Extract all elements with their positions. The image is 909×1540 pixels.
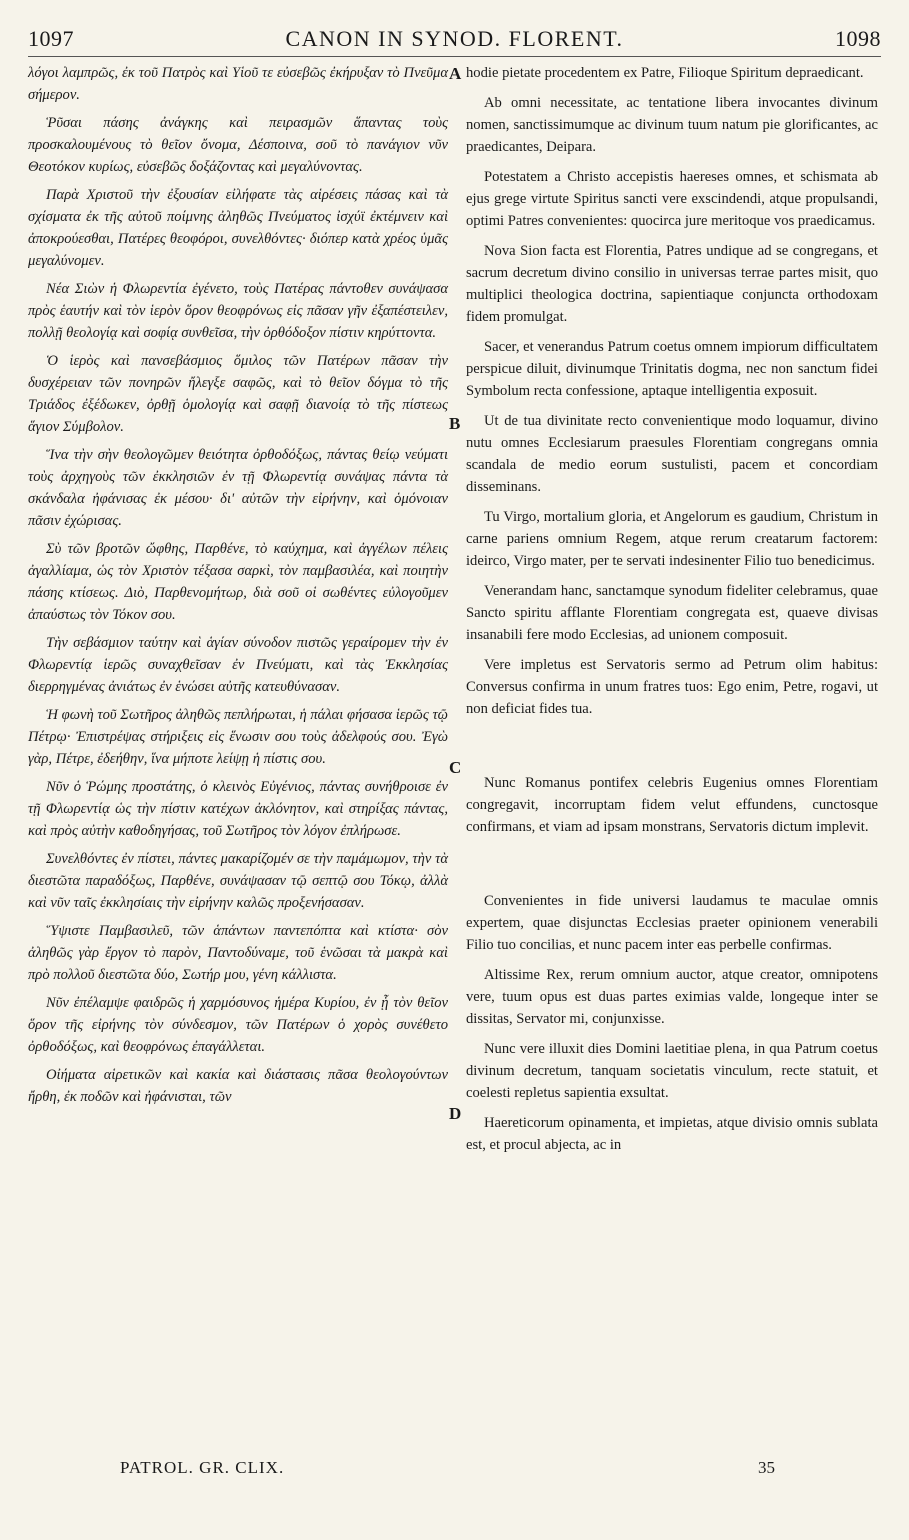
section-marker-b: B bbox=[449, 414, 461, 433]
greek-column bbox=[28, 62, 448, 1114]
volume-signature: PATROL. GR. CLIX. bbox=[120, 1458, 285, 1477]
latin-column bbox=[466, 62, 878, 1164]
greek-paragraph: Σὺ τῶν βροτῶν ὤφθης, Παρθένε, τὸ καύχημα, καὶ ἀγγέλων πέλεις ἀγαλλίαμα, ὡς τὸν Χριστὸν τέξασα σαρκὶ, τὸν παμβασιλέα, καὶ ποιητὴν πάσης κτίσεως. Διὸ, Παρθενομήτωρ, διὰ σοῦ οἱ σωθέντες εὐλογοῦμεν ἀπαύστως τὸν Τόκον σου. bbox=[28, 541, 448, 623]
greek-paragraph: Οἰήματα αἱρετικῶν καὶ κακία καὶ διάστασις πᾶσα θεολογούντων ἤρθη, ἐκ ποδῶν καὶ ἠφάνισται, τῶν bbox=[28, 1067, 448, 1105]
greek-paragraph: Ὁ ἱερὸς καὶ πανσεβάσμιος ὅμιλος τῶν Πατέρων πᾶσαν τὴν δυσχέρειαν τῶν πονηρῶν ἤλεγξε σαφῶς, καὶ τὸ θεῖον δόγμα τὸ τῆς Τριάδος ἐξέδωκεν, ὀρθῇ ὁμολογίᾳ καὶ σαφῇ διανοίᾳ τὸ τῆς πίστεως ἅγιον Σύμβολον. bbox=[28, 353, 448, 435]
page-footer bbox=[28, 1458, 881, 1482]
latin-paragraph: hodie pietate procedentem ex Patre, Filioque Spiritum depraedicant. bbox=[466, 65, 864, 81]
greek-paragraph: Ἵνα τὴν σὴν θεολογῶμεν θειότητα ὀρθοδόξως, πάντας θείῳ νεύματι τοὺς ἀρχηγοὺς τῶν ἐκκλησιῶν ἐν τῇ Φλωρεντίᾳ συνάψας πάντα τὰ σκάνδαλα ἠφάνισας ἐκ μέσου· δι' αὐτῶν τὴν εἰρήνην, καὶ ὁμόνοιαν πᾶσιν ἐχώρισας. bbox=[28, 447, 448, 529]
greek-paragraph: Ὕψιστε Παμβασιλεῦ, τῶν ἁπάντων παντεπόπτα καὶ κτίστα· σὸν ἀληθῶς γὰρ ἔργον τὸ παρὸν, Παντοδύναμε, τοῦ ἑνῶσαι τὰ μακρὰ καὶ πρὸ πολλοῦ διεστῶτα δύο, Σωτήρ μου, γένη κάλλιστα. bbox=[28, 923, 448, 983]
latin-paragraph: Sacer, et venerandus Patrum coetus omnem impiorum difficultatem perspicue diluit, divinumque Trinitatis dogma, nec non sanctum fidei Symbolum recta confessione, aptaque intelligentia exposuit. bbox=[466, 339, 878, 399]
sheet-number: 35 bbox=[758, 1458, 775, 1477]
latin-paragraph: Potestatem a Christo accepistis haereses omnes, et schismata ab ejus grege virtute Spiritus sancti vere exscindendi, atque propulsandi, optimi Patres convenientes: quocirca jure meritoque vos praedicamus. bbox=[466, 169, 878, 229]
running-header bbox=[28, 22, 881, 57]
latin-paragraph: Ab omni necessitate, ac tentatione libera invocantes divinum nomen, sanctissimumque ac divinum tuum natum pie glorificantes, ac praedicantes, Deipara. bbox=[466, 95, 878, 155]
greek-paragraph: Παρὰ Χριστοῦ τὴν ἐξουσίαν εἰλήφατε τὰς αἱρέσεις πάσας καὶ τὰ σχίσματα ἐκ τῆς αὐτοῦ ποίμνης ἀληθῶς Πνεύματος ἰσχύϊ ἐκτέμνειν καὶ ἀποκρούεσθαι, Πατέρες θεοφόροι, συνελθόντες· διόπερ κατὰ χρέος ὑμᾶς μεγαλύνομεν. bbox=[28, 187, 448, 269]
section-marker-a: A bbox=[449, 64, 462, 83]
greek-paragraph: Συνελθόντες ἐν πίστει, πάντες μακαρίζομέν σε τὴν παμάμωμον, τὴν τὰ διεστῶτα παραδόξως, Παρθένε, συνάψασαν τῷ σεπτῷ σου Τόκῳ, ἀλλὰ καὶ νῦν ταῖς ἐκκλησίαις τὴν εἰρήνην καλῶς προξενήσασαν. bbox=[28, 851, 448, 911]
greek-paragraph: Τὴν σεβάσμιον ταύτην καὶ ἁγίαν σύνοδον πιστῶς γεραίρομεν τὴν ἐν Φλωρεντίᾳ ἱερῶς συναχθεῖσαν ἐν Πνεύματι, καὶ τὰς Ἐκκλησίας διερρηγμένας ἀνιάτως ἐν ἑνώσει αὐτῆς κατευθύνασαν. bbox=[28, 635, 448, 695]
greek-paragraph: Νέα Σιὼν ἡ Φλωρεντία ἐγένετο, τοὺς Πατέρας πάντοθεν συνάψασα πρὸς ἑαυτήν καὶ τὸν ἱερὸν ὅρον θεοφρόνως εἰς πᾶσαν γῆν ἐξαπέστειλεν, πολλῇ θεολογίᾳ καὶ σοφίᾳ συνθεῖσα, τὴν ὀρθόδοξον πίστιν κηρύττοντα. bbox=[28, 281, 448, 341]
latin-paragraph: Nova Sion facta est Florentia, Patres undique ad se congregans, et sacrum decretum divino consilio in universas terrae partes misit, quo multiplici theologica doctrina, sapientiaque conjuncta orthodoxam fidem promulgat. bbox=[466, 243, 878, 325]
greek-paragraph: λόγοι λαμπρῶς, ἐκ τοῦ Πατρὸς καὶ Υἱοῦ τε εὐσεβῶς ἐκήρυξαν τὸ Πνεῦμα σήμερον. bbox=[28, 65, 448, 103]
section-gap bbox=[466, 846, 878, 890]
greek-paragraph: Ἡ φωνὴ τοῦ Σωτῆρος ἀληθῶς πεπλήρωται, ἡ πάλαι φήσασα ἱερῶς τῷ Πέτρῳ· Ἐπιστρέψας στήριξεις εἰς ἕνωσιν σου τοὺς ἀδελφούς σου. Ἐγὼ γὰρ, Πέτρε, ἐδεήθην, ἵνα μήποτε λείψῃ ἡ πίστις σου. bbox=[28, 707, 448, 767]
latin-paragraph: Vere impletus est Servatoris sermo ad Petrum olim habitus: Conversus confirma in unum fratres tuos: Ego enim, Petre, rogavi, ut non deficiat fides tua. bbox=[466, 657, 878, 717]
section-marker-c: C bbox=[449, 758, 462, 777]
latin-paragraph: Nunc vere illuxit dies Domini laetitiae plena, in qua Patrum coetus divinum decretum, tanquam societatis vinculum, recte statuit, et coelesti repletus sapientia exsultat. bbox=[466, 1041, 878, 1101]
section-gap bbox=[466, 728, 878, 772]
latin-paragraph: Haereticorum opinamenta, et impietas, atque divisio omnis sublata est, et procul abjecta, ac in bbox=[466, 1115, 878, 1153]
latin-paragraph: Venerandam hanc, sanctamque synodum fideliter celebramus, quae Sancto spiritu afflante Florentiam congregata est, quaeve divisas insanabili fere modo Ecclesias, ad unionem composuit. bbox=[466, 583, 878, 643]
right-column-number: 1098 bbox=[835, 26, 881, 51]
greek-paragraph: Ῥῦσαι πάσης ἀνάγκης καὶ πειρασμῶν ἅπαντας τοὺς προσκαλουμένους τὸ θεῖον ὄνομα, Δέσποινα, σοῦ τὸ πανάγιον νῦν Θεοτόκον κυρίως, εὐσεβῶς δοξάζοντας καὶ μεγαλύνοντας. bbox=[28, 115, 448, 175]
latin-paragraph: Altissime Rex, rerum omnium auctor, atque creator, omnipotens vere, tuum opus est duas partes eximias valde, longeque inter se dissitas, Servator mi, conjunxisse. bbox=[466, 967, 878, 1027]
latin-paragraph: Ut de tua divinitate recto convenientique modo loquamur, divino nutu omnes Ecclesiarum praesules Florentiam congregans omnia scandala de medio eorum sustulisti, pacem et concordiam disseminans. bbox=[466, 413, 878, 495]
section-marker-d: D bbox=[449, 1104, 462, 1123]
greek-paragraph: Νῦν ἐπέλαμψε φαιδρῶς ἡ χαρμόσυνος ἡμέρα Κυρίου, ἐν ᾗ τὸν θεῖον ὅρον τῆς εἰρήνης τὸν σύνδεσμον, τῶν Πατέρων ὁ χορὸς συνέθετο ὀρθοδόξως, καὶ θεοφρόνως ἐπαγάλλεται. bbox=[28, 995, 448, 1055]
latin-paragraph: Nunc Romanus pontifex celebris Eugenius omnes Florentiam congregavit, incorruptam fidem velut effundens, cunctosque confirmans, et viam ad ipsam monstrans, Servatoris dictum implevit. bbox=[466, 775, 878, 835]
running-title: CANON IN SYNOD. FLORENT. bbox=[285, 26, 624, 51]
latin-paragraph: Convenientes in fide universi laudamus te maculae omnis expertem, quae disjunctas Ecclesias praeter opinionem venerabili Filio tuo concilias, et nunc pacem inter eas perbelle confirmas. bbox=[466, 893, 878, 953]
greek-paragraph: Νῦν ὁ Ῥώμης προστάτης, ὁ κλεινὸς Εὐγένιος, πάντας συνήθροισε ἐν τῇ Φλωρεντίᾳ ὡς τὴν πίστιν κατέχων ἀκλόνητον, καὶ στηρίξας πάντας, καὶ πρὸς αὐτὴν καθοδηγήσας, τοῦ Σωτῆρος τὸν λόγον ἐπλήρωσε. bbox=[28, 779, 448, 839]
latin-paragraph: Tu Virgo, mortalium gloria, et Angelorum es gaudium, Christum in carne pariens omnium Regem, atque rerum creatarum factorem: ideirco, Virgo mater, per te servati indesinenter Filio tuo benedicimus. bbox=[466, 509, 878, 569]
left-column-number: 1097 bbox=[28, 26, 74, 51]
